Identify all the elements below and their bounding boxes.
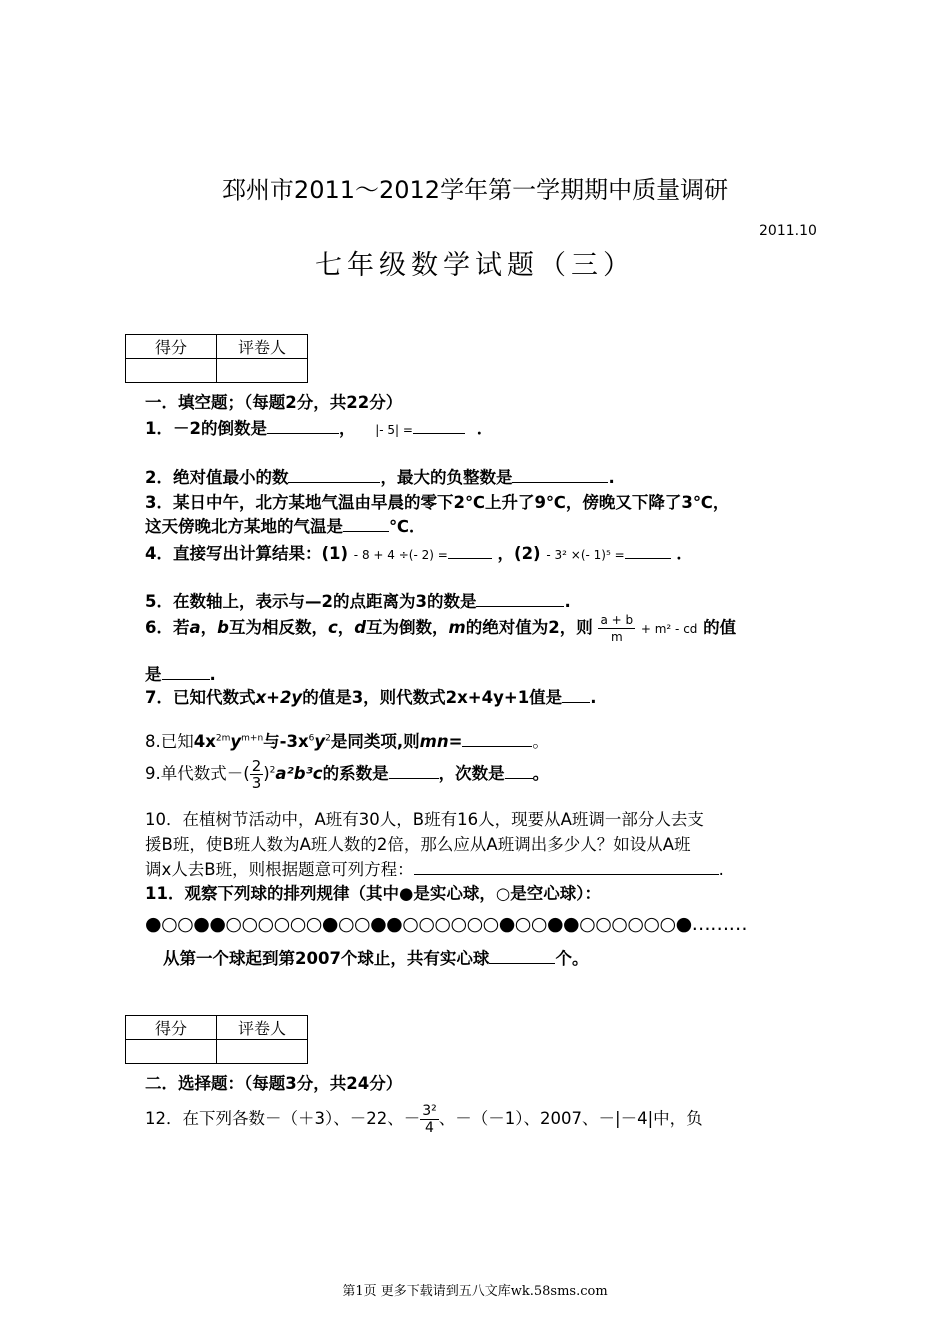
page-footer: 第1页 更多下载请到五八文库wk.58sms.com [342,1284,608,1299]
question-2: 2．绝对值最小的数 ，最大的负整数是 . [145,468,615,487]
question-9: 9.单代数式－( $\frac{2}{3}$ )$^2$a²b³c的系数是 ，次数是 。 [145,757,550,792]
grader-cell [217,1040,308,1064]
expression-2: - 3² ×(- 1)⁵ = [546,548,625,562]
question-3-line-2: 这天傍晚北方某地的气温是 ℃． [145,517,426,536]
answer-blank [462,745,532,747]
section2-heading: 二．选择题：（每题3分，共24分） [145,1074,403,1093]
answer-blank [413,432,465,434]
fraction-3sq-over-4: $\frac{\text{3²}}{4}$ [422,1103,437,1136]
grader-cell [217,359,308,383]
fraction-two-thirds: $\frac{2}{3}$ [251,757,262,792]
question-1: 1．－2的倒数是 ， |- 5| = ． [145,419,494,438]
answer-blank [489,962,555,964]
answer-blank [288,481,380,483]
score-table-2 [125,1015,308,1064]
abs-expression: |- 5| = [375,423,413,437]
question-11-line-3: 从第一个球起到第2007个球止，共有实心球 个。 [163,949,589,968]
question-6: 6．若a，b互为相反数，c，d互为倒数，m的绝对值为2，则 $\frac{a + b}{m}$ + m² - cd 的值 [145,613,737,644]
question-8: 8.已知$4x^{2m}y^{m+n}$与$-3x^6y^2$是同类项,则mn= 。 [145,732,549,751]
answer-blank [562,701,590,703]
answer-blank [505,777,533,779]
question-4: 4．直接写出计算结果：(1) - 8 + 4 ÷(- 2) = ，(2) - 3² ×(- 1)⁵ = ． [145,544,693,563]
answer-blank [162,678,210,680]
expression-1: - 8 + 4 ÷(- 2) = [353,548,448,562]
question-3-line-1: 3．某日中午，北方某地气温由早晨的零下2℃上升了9℃，傍晚又下降了3℃， [145,493,730,512]
answer-blank [448,557,492,559]
answer-blank [625,557,671,559]
question-5: 5．在数轴上，表示与—2的点距离为3的数是 . [145,592,571,611]
question-7: 7．已知代数式x+2y的值是3，则代数式2x+4y+1值是 . [145,688,597,707]
answer-blank [512,481,608,483]
score-header: 得分 [126,1016,217,1040]
fraction-a-plus-b-over-m: $\frac{a + b}{m}$ [600,613,634,644]
score-table-1 [125,334,308,383]
question-10-line-1: 10．在植树节活动中，A班有30人，B班有16人，现要从A班调一部分人去支 [145,810,704,829]
grader-header: 评卷人 [217,1016,308,1040]
document-subtitle: 七年级数学试题（三） [315,250,635,281]
score-header: 得分 [126,335,217,359]
question-11-line-1: 11．观察下列球的排列规律（其中●是实心球，○是空心球）： [145,884,602,903]
answer-blank [476,605,564,607]
document-date: 2011.10 [759,223,817,239]
question-10-line-2: 援B班，使B班人数为A班人数的2倍，那么应从A班调出多少人？如设从A班 [145,835,691,854]
answer-blank [414,873,719,875]
document-title: 邳州市2011～2012学年第一学期期中质量调研 [221,176,729,204]
answer-blank [343,530,389,532]
question-10-line-3: 调x人去B班，则根据题意可列方程： . [145,860,724,879]
section1-heading: 一．填空题；（每题2分，共22分） [145,393,403,412]
question-6-line-2: 是 . [145,665,216,684]
answer-blank [389,777,439,779]
score-cell [126,1040,217,1064]
answer-blank [267,432,339,434]
score-cell [126,359,217,383]
grader-header: 评卷人 [217,335,308,359]
question-12: 12．在下列各数－（＋3）、－22、－ $\frac{\text{3²}}{4}$ 、－（－1）、2007、－|－4|中，负 [145,1103,703,1136]
ball-sequence: ●○○●●○○○○○○●○○●●○○○○○○●○○●●○○○○○○●……… [145,913,748,935]
